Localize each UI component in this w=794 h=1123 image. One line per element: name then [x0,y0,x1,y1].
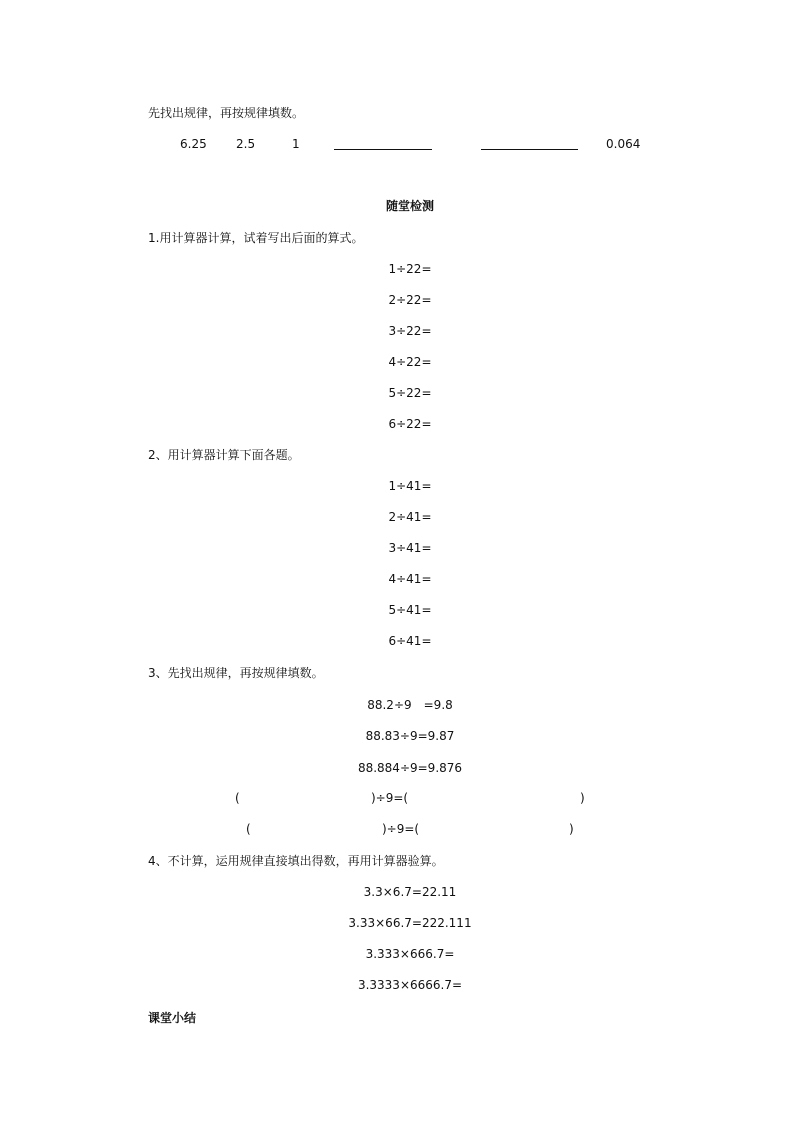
q1-item: 1÷22= [388,262,432,276]
answer-blank-1[interactable] [334,149,432,150]
q3-blank1-close-paren: ) [580,791,585,805]
q2-item: 3÷41= [388,541,432,555]
q3-blank1-middle: )÷9=( [371,791,409,805]
q3-blank2-middle: )÷9=( [382,822,420,836]
sequence-term-last: 0.064 [606,137,641,151]
q2-prompt: 2、用计算器计算下面各题。 [148,448,300,462]
q3-prompt: 3、先找出规律，再按规律填数。 [148,666,324,680]
q4-item: 3.333×666.7= [365,947,455,961]
answer-blank-2[interactable] [481,149,578,150]
sequence-term-1: 6.25 [180,137,207,151]
q1-prompt: 1.用计算器计算，试着写出后面的算式。 [148,231,364,245]
q3-item: 88.884÷9=9.876 [357,761,463,775]
q2-item: 1÷41= [388,479,432,493]
q2-item: 5÷41= [388,603,432,617]
q2-item: 2÷41= [388,510,432,524]
q4-item: 3.33×66.7=222.111 [348,916,472,930]
sequence-term-2: 2.5 [236,137,256,151]
summary-title: 课堂小结 [148,1011,197,1025]
q3-item: 88.2÷9 =9.8 [367,698,453,712]
q1-item: 2÷22= [388,293,432,307]
q3-blank1-open-paren: ( [235,791,240,805]
q4-item: 3.3333×6666.7= [357,978,463,992]
q4-prompt: 4、不计算，运用规律直接填出得数，再用计算器验算。 [148,854,444,868]
q2-item: 4÷41= [388,572,432,586]
q4-item: 3.3×6.7=22.11 [363,885,457,899]
intro-instruction: 先找出规律，再按规律填数。 [148,106,305,120]
q3-blank2-close-paren: ) [569,822,574,836]
q1-item: 5÷22= [388,386,432,400]
q3-item: 88.83÷9=9.87 [365,729,455,743]
sequence-term-3: 1 [292,137,300,151]
q2-item: 6÷41= [388,634,432,648]
section-title: 随堂检测 [385,199,434,213]
q1-item: 4÷22= [388,355,432,369]
q1-item: 6÷22= [388,417,432,431]
q1-item: 3÷22= [388,324,432,338]
q3-blank2-open-paren: ( [246,822,251,836]
